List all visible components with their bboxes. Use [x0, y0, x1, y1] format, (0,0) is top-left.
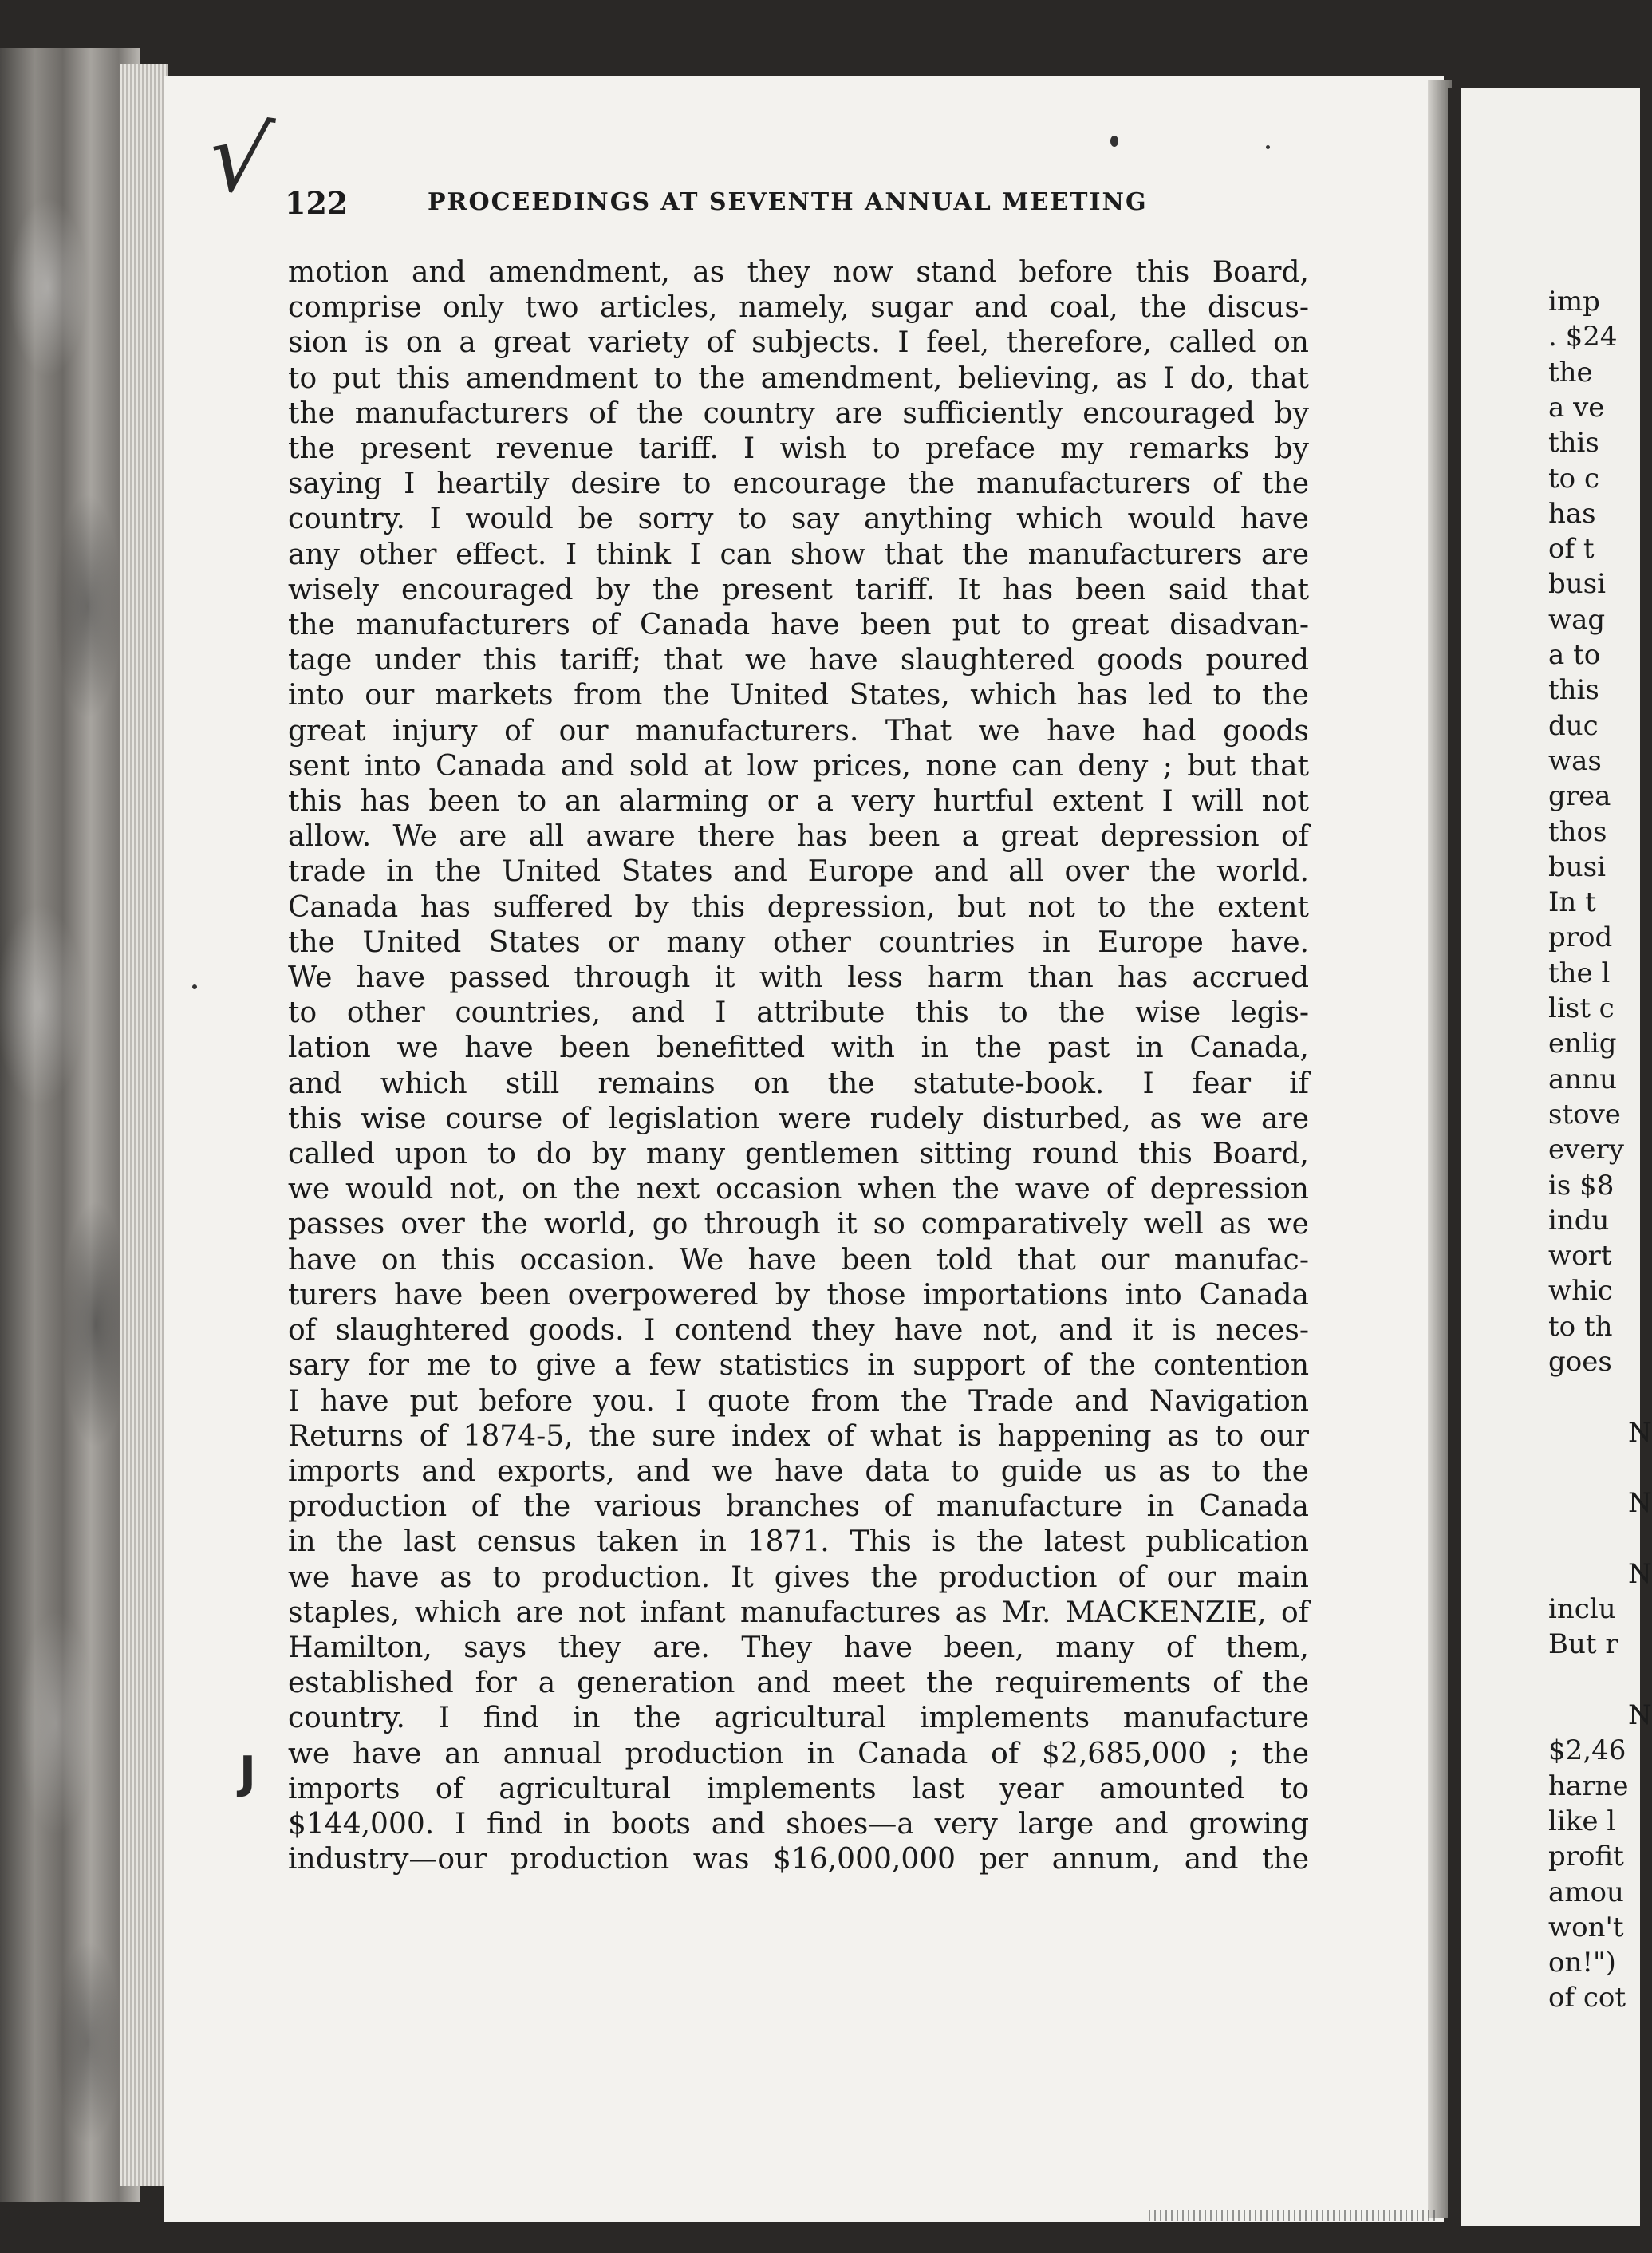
facing-page-line: won't — [1548, 1911, 1624, 1943]
text-line: Hamilton, says they are. They have been, many of them, — [288, 1631, 1309, 1664]
text-line: the United States or many other countries in Europe have. — [288, 925, 1309, 959]
facing-page-line: In t — [1548, 886, 1596, 919]
facing-page-line: to c — [1548, 462, 1599, 495]
facing-page-line: goes — [1548, 1346, 1612, 1378]
facing-page-line: N — [1628, 1557, 1652, 1590]
text-line: saying I heartily desire to encourage the manufacturers of the — [288, 468, 1309, 501]
ink-speck — [1110, 136, 1118, 147]
ink-speck — [192, 984, 197, 989]
text-line: motion and amendment, as they now stand before this Board, — [288, 256, 1309, 289]
facing-page-line: amou — [1548, 1876, 1624, 1908]
facing-page-line: wag — [1548, 603, 1606, 636]
text-line: the present revenue tariff. I wish to preface my remarks by — [288, 432, 1309, 466]
facing-page-line: duc — [1548, 709, 1599, 742]
text-line: any other effect. I think I can show that the manufacturers are — [288, 538, 1309, 571]
running-head: PROCEEDINGS AT SEVENTH ANNUAL MEETING — [428, 188, 1148, 216]
book-binding — [1448, 88, 1461, 2226]
facing-page-line: busi — [1548, 568, 1606, 601]
facing-page-line: stove — [1548, 1098, 1621, 1130]
facing-page-line: annu — [1548, 1063, 1617, 1095]
facing-page-line: whic — [1548, 1275, 1613, 1308]
text-line: Returns of 1874-5, the sure index of what is happening as to our — [288, 1419, 1309, 1453]
text-line: production of the various branches of manufacture in Canada — [288, 1490, 1309, 1524]
text-line: industry—our production was $16,000,000 per annum, and the — [288, 1843, 1309, 1876]
text-line: this has been to an alarming or a very hurtful extent I will not — [288, 785, 1309, 819]
facing-page-line: list c — [1548, 992, 1615, 1024]
text-line: sion is on a great variety of subjects. I feel, therefore, called on — [288, 326, 1309, 360]
facing-page-line: busi — [1548, 850, 1606, 883]
facing-page-line: indu — [1548, 1204, 1610, 1237]
facing-page-line: imp — [1548, 286, 1600, 318]
facing-page-line: prod — [1548, 921, 1613, 954]
facing-page-line: was — [1548, 744, 1602, 777]
text-line: trade in the United States and Europe and all over the world. — [288, 855, 1309, 889]
text-line: this wise course of legislation were rudely disturbed, as we are — [288, 1102, 1309, 1135]
facing-page — [1461, 88, 1652, 2226]
facing-page-line: is $8 — [1548, 1169, 1615, 1201]
facing-page-line: profit — [1548, 1841, 1624, 1873]
handwritten-check-mark: √ — [201, 100, 278, 219]
text-line: $144,000. I find in boots and shoes—a very large and growing — [288, 1807, 1309, 1841]
text-line: sent into Canada and sold at low prices, none can deny ; but that — [288, 749, 1309, 783]
facing-page-line: . $24 — [1548, 321, 1618, 353]
text-line: wisely encouraged by the present tariff. It has been said that — [288, 573, 1309, 606]
facing-page-line: of cot — [1548, 1982, 1626, 2014]
text-line: and which still remains on the statute-book. I fear if — [288, 1067, 1309, 1100]
text-line: I have put before you. I quote from the Trade and Navigation — [288, 1384, 1309, 1418]
page-number: 122 — [285, 185, 349, 221]
handwritten-margin-mark: J — [239, 1747, 256, 1799]
page-edge-marks — [1149, 2210, 1436, 2221]
facing-page-line: enlig — [1548, 1028, 1617, 1060]
facing-page-line: like l — [1548, 1805, 1616, 1837]
facing-page-line: of t — [1548, 533, 1595, 566]
text-line: to other countries, and I attribute this to the wise legis- — [288, 996, 1309, 1030]
facing-page-line: on!") — [1548, 1947, 1616, 1979]
text-line: turers have been overpowered by those importations into Canada — [288, 1278, 1309, 1312]
text-line: imports and exports, and we have data to guide us as to the — [288, 1454, 1309, 1488]
facing-page-line: N — [1628, 1699, 1652, 1731]
body-text — [288, 255, 1309, 1877]
facing-page-line: this — [1548, 674, 1599, 707]
text-line: Canada has suffered by this depression, but not to the extent — [288, 890, 1309, 924]
facing-page-line: every — [1548, 1134, 1624, 1166]
text-line: we have as to production. It gives the production of our main — [288, 1561, 1309, 1594]
facing-page-line: But r — [1548, 1628, 1618, 1661]
facing-page-line: inclu — [1548, 1593, 1616, 1626]
text-line: comprise only two articles, namely, sugar and coal, the discus- — [288, 291, 1309, 325]
text-line: in the last census taken in 1871. This is the latest publication — [288, 1525, 1309, 1559]
text-line: lation we have been benefitted with in the past in Canada, — [288, 1032, 1309, 1065]
text-line: into our markets from the United States, which has led to the — [288, 679, 1309, 712]
text-line: great injury of our manufacturers. That we have had goods — [288, 714, 1309, 748]
text-line: country. I would be sorry to say anything which would have — [288, 503, 1309, 536]
text-line: allow. We are all aware there has been a great depression of — [288, 820, 1309, 854]
text-line: imports of agricultural implements last year amounted to — [288, 1772, 1309, 1805]
text-line: the manufacturers of the country are sufficiently encouraged by — [288, 397, 1309, 430]
facing-page-line: N — [1628, 1487, 1652, 1520]
text-line: tage under this tariff; that we have slaughtered goods poured — [288, 644, 1309, 677]
facing-page-line: the — [1548, 356, 1593, 389]
text-line: to put this amendment to the amendment, believing, as I do, that — [288, 361, 1309, 395]
text-line: the manufacturers of Canada have been put to great disadvan- — [288, 609, 1309, 642]
facing-page-line: a to — [1548, 639, 1601, 671]
page-stack-lines — [120, 64, 168, 2186]
facing-page-line: thos — [1548, 815, 1607, 848]
text-line: have on this occasion. We have been told that our manufac- — [288, 1243, 1309, 1276]
text-line: called upon to do by many gentlemen sitting round this Board, — [288, 1138, 1309, 1171]
facing-page-line: harne — [1548, 1770, 1629, 1802]
facing-page-line: N — [1628, 1416, 1652, 1449]
text-line: we would not, on the next occasion when the wave of depression — [288, 1173, 1309, 1206]
facing-page-line: this — [1548, 427, 1599, 460]
ink-speck — [1266, 145, 1270, 149]
facing-page-line: a ve — [1548, 391, 1605, 424]
facing-page-line: wort — [1548, 1240, 1612, 1272]
text-line: country. I find in the agricultural implements manufacture — [288, 1702, 1309, 1735]
text-line: of slaughtered goods. I contend they have not, and it is neces- — [288, 1314, 1309, 1347]
text-line: sary for me to give a few statistics in support of the contention — [288, 1349, 1309, 1383]
facing-page-line: the l — [1548, 957, 1611, 989]
text-line: passes over the world, go through it so comparatively well as we — [288, 1208, 1309, 1241]
text-line: we have an annual production in Canada of $2,685,000 ; the — [288, 1737, 1309, 1770]
text-line: We have passed through it with less harm than has accrued — [288, 961, 1309, 995]
facing-page-line: $2,46 — [1548, 1734, 1626, 1767]
text-line: established for a generation and meet the requirements of the — [288, 1667, 1309, 1700]
facing-page-line: to th — [1548, 1310, 1613, 1343]
book-page-edges — [0, 48, 140, 2202]
facing-page-line: grea — [1548, 780, 1611, 813]
text-line: staples, which are not infant manufactures as Mr. MACKENZIE, of — [288, 1596, 1309, 1629]
facing-page-line: has — [1548, 497, 1596, 530]
